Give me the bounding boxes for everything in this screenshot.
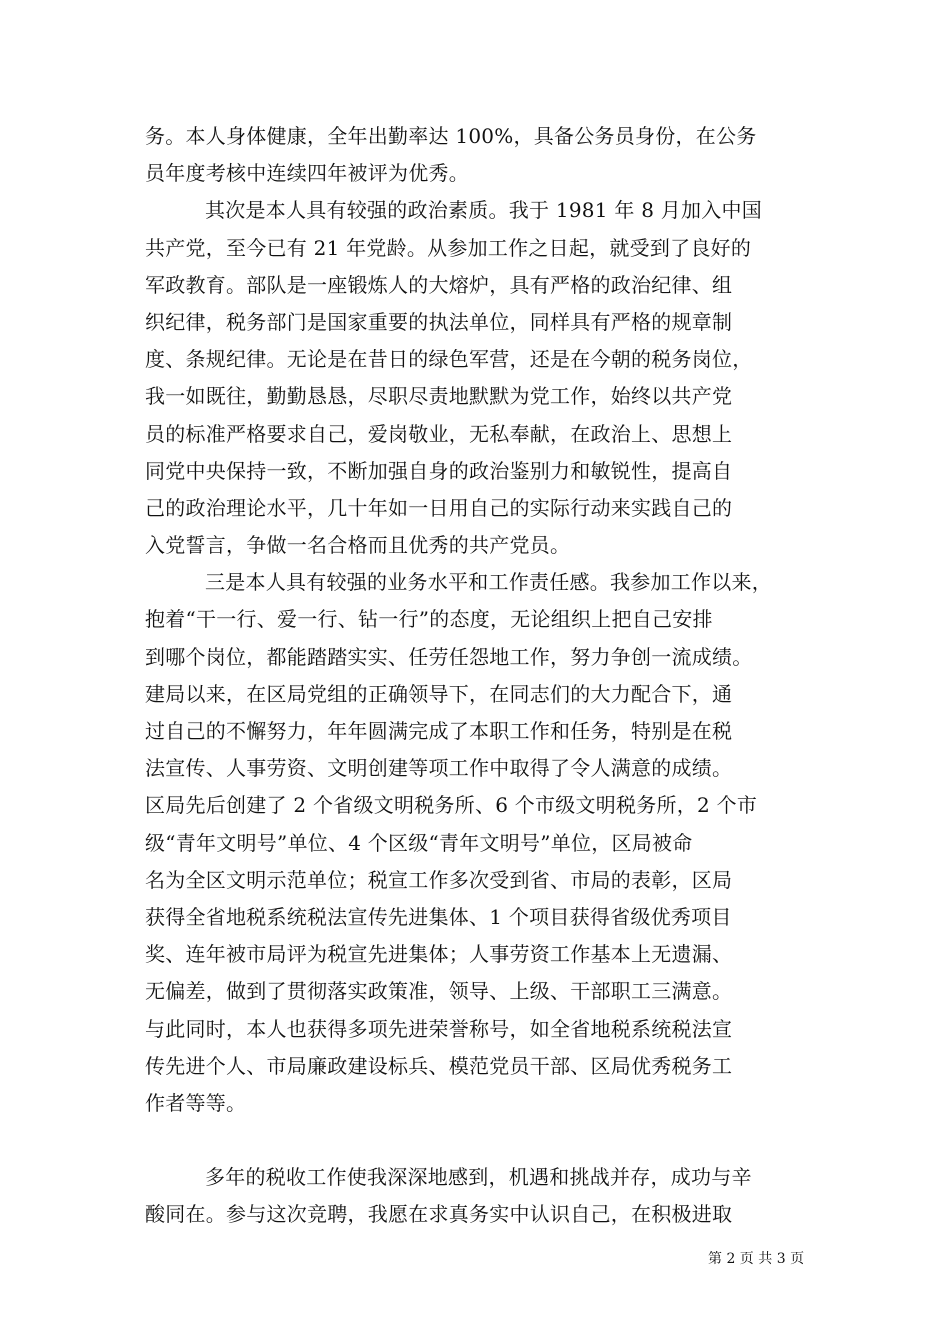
text-line: 我一如既往，勤勤恳恳，尽职尽责地默默为党工作，始终以共产党 <box>145 384 733 409</box>
text-line: 建局以来，在区局党组的正确领导下，在同志们的大力配合下，通 <box>145 681 733 706</box>
text-line: 无偏差，做到了贯彻落实政策准，领导、上级、干部职工三满意。 <box>145 979 733 1004</box>
text-line: 其次是本人具有较强的政治素质。我于 1981 年 8 月加入中国 <box>205 198 763 223</box>
text-line: 织纪律，税务部门是国家重要的执法单位，同样具有严格的规章制 <box>145 309 733 334</box>
page-footer: 第 2 页 共 3 页 <box>708 1251 805 1267</box>
text-line: 员年度考核中连续四年被评为优秀。 <box>145 161 469 186</box>
text-line: 奖、连年被市局评为税宣先进集体；人事劳资工作基本上无遗漏、 <box>145 942 733 967</box>
text-line: 同党中央保持一致，不断加强自身的政治鉴别力和敏锐性，提高自 <box>145 458 733 483</box>
text-line: 名为全区文明示范单位；税宣工作多次受到省、市局的表彰，区局 <box>145 867 733 892</box>
text-line: 酸同在。参与这次竞聘，我愿在求真务实中认识自己，在积极进取 <box>145 1202 733 1227</box>
text-line <box>145 1122 805 1159</box>
document-body <box>145 118 805 1234</box>
text-line: 度、条规纪律。无论是在昔日的绿色军营，还是在今朝的税务岗位， <box>145 347 753 372</box>
text-line: 区局先后创建了 2 个省级文明税务所、6 个市级文明税务所，2 个市 <box>145 793 758 818</box>
text-line: 法宣传、人事劳资、文明创建等项工作中取得了令人满意的成绩。 <box>145 756 733 781</box>
text-line: 抱着“干一行、爱一行、钻一行”的态度，无论组织上把自己安排 <box>145 607 713 632</box>
text-line: 入党誓言，争做一名合格而且优秀的共产党员。 <box>145 533 571 558</box>
text-line: 传先进个人、市局廉政建设标兵、模范党员干部、区局优秀税务工 <box>145 1053 733 1078</box>
text-line: 务。本人身体健康，全年出勤率达 100%，具备公务员身份，在公务 <box>145 124 757 148</box>
text-line: 员的标准严格要求自己，爱岗敬业，无私奉献，在政治上、思想上 <box>145 421 733 446</box>
text-line: 共产党，至今已有 21 年党龄。从参加工作之日起，就受到了良好的 <box>145 235 752 260</box>
text-line: 军政教育。部队是一座锻炼人的大熔炉，具有严格的政治纪律、组 <box>145 272 733 297</box>
text-line: 过自己的不懈努力，年年圆满完成了本职工作和任务，特别是在税 <box>145 719 733 743</box>
text-line: 作者等等。 <box>145 1090 247 1115</box>
text-line: 与此同时，本人也获得多项先进荣誉称号，如全省地税系统税法宣 <box>145 1016 733 1041</box>
text-line: 获得全省地税系统税法宣传先进集体、1 个项目获得省级优秀项目 <box>145 904 732 929</box>
text-line: 多年的税收工作使我深深地感到，机遇和挑战并存，成功与辛 <box>205 1165 752 1190</box>
text-line: 己的政治理论水平，几十年如一日用自己的实际行动来实践自己的 <box>145 495 733 520</box>
text-line: 三是本人具有较强的业务水平和工作责任感。我参加工作以来， <box>205 570 772 595</box>
text-line: 到哪个岗位，都能踏踏实实、任劳任怨地工作，努力争创一流成绩。 <box>145 644 753 669</box>
text-line: 级“青年文明号”单位、4 个区级“青年文明号”单位，区局被命 <box>145 830 693 855</box>
